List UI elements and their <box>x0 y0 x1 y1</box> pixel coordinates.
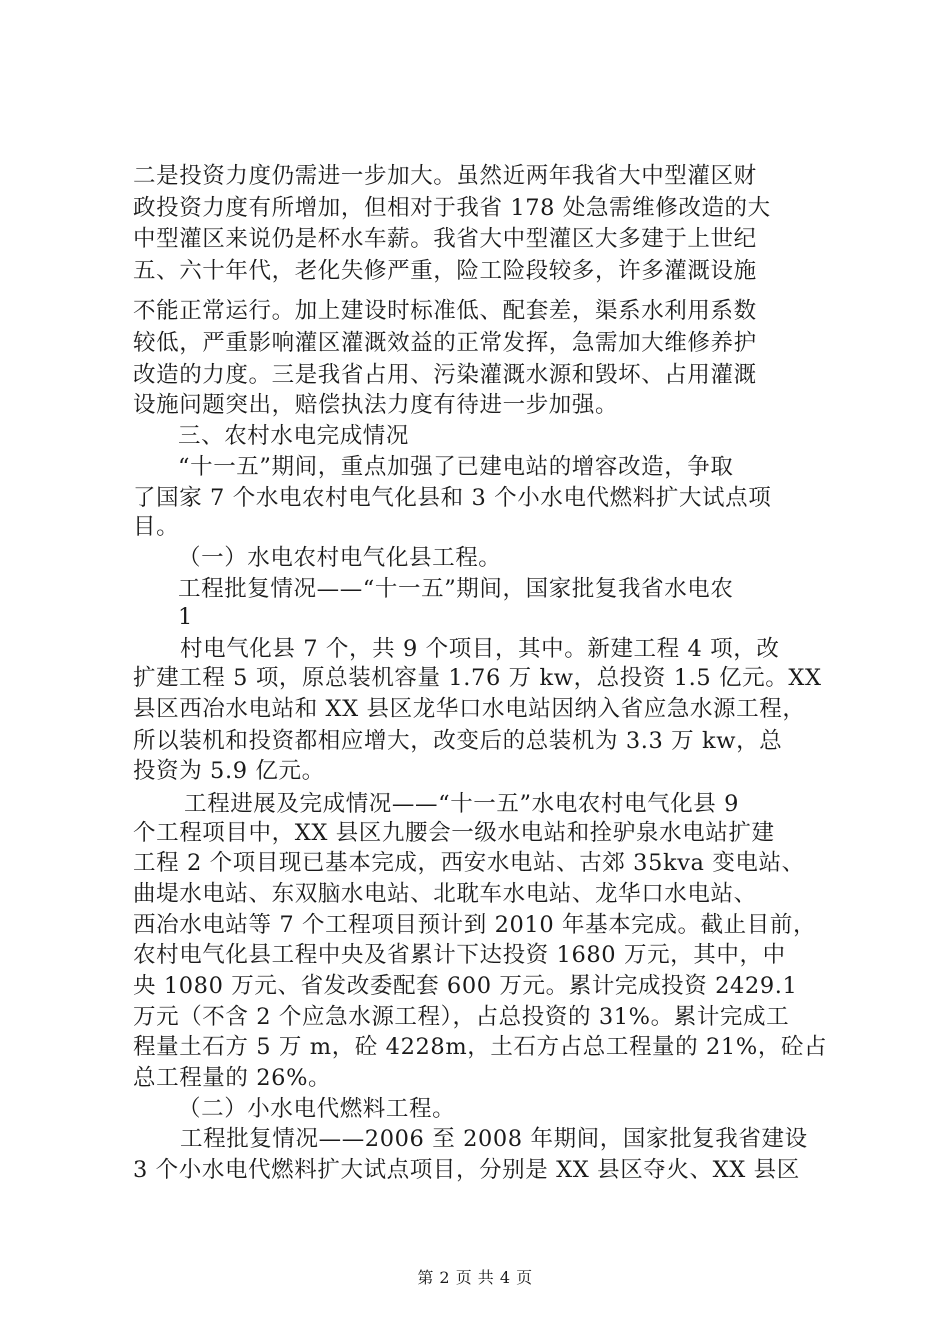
text-line: 曲堤水电站、东双脑水电站、北耽车水电站、龙华口水电站、 <box>133 881 757 907</box>
text-line: 扩建工程 5 项，原总装机容量 1.76 万 kw，总投资 1.5 亿元。XX <box>133 665 822 691</box>
text-line: “十一五”期间，重点加强了已建电站的增容改造，争取 <box>178 454 734 480</box>
text-line: 总工程量的 26%。 <box>133 1065 332 1091</box>
text-line: 程量土石方 5 万 m，砼 4228m，土石方占总工程量的 21%，砼占 <box>133 1034 828 1060</box>
text-line: 工程批复情况——2006 至 2008 年期间，国家批复我省建设 <box>180 1126 808 1152</box>
text-line: 农村电气化县工程中央及省累计下达投资 1680 万元，其中，中 <box>133 942 786 968</box>
text-line: 央 1080 万元、省发改委配套 600 万元。累计完成投资 2429.1 <box>133 973 798 999</box>
text-line: 二是投资力度仍需进一步加大。虽然近两年我省大中型灌区财 <box>133 163 757 189</box>
text-line: 所以装机和投资都相应增大，改变后的总装机为 3.3 万 kw，总 <box>133 728 783 754</box>
text-line: 目。 <box>133 514 180 540</box>
text-line: 县区西冶水电站和 XX 县区龙华口水电站因纳入省应急水源工程， <box>133 696 806 722</box>
page-number-footer: 第 2 页 共 4 页 <box>417 1268 533 1287</box>
section-heading: 三、农村水电完成情况 <box>178 423 410 449</box>
text-line: 中型灌区来说仍是杯水车薪。我省大中型灌区大多建于上世纪 <box>133 226 757 252</box>
text-line: 五、六十年代，老化失修严重，险工险段较多，许多灌溉设施 <box>133 258 757 284</box>
text-line: 政投资力度有所增加，但相对于我省 178 处急需维修改造的大 <box>133 195 771 221</box>
text-line: 不能正常运行。加上建设时标准低、配套差，渠系水利用系数 <box>133 298 757 324</box>
text-line: 工程进展及完成情况——“十一五”水电农村电气化县 9 <box>184 791 740 817</box>
subsection-heading: （一）水电农村电气化县工程。 <box>178 545 502 571</box>
text-line: 设施问题突出，赔偿执法力度有待进一步加强。 <box>133 392 619 418</box>
text-line: 万元（不含 2 个应急水源工程），占总投资的 31%。累计完成工 <box>133 1004 790 1030</box>
text-line: 个工程项目中，XX 县区九腰会一级水电站和拴驴泉水电站扩建 <box>133 820 775 846</box>
text-line: 了国家 7 个水电农村电气化县和 3 个小水电代燃料扩大试点项 <box>133 485 772 511</box>
text-line: 西冶水电站等 7 个工程项目预计到 2010 年基本完成。截止目前， <box>133 912 817 938</box>
text-line: 投资为 5.9 亿元。 <box>133 758 325 784</box>
text-line: 工程批复情况——“十一五”期间，国家批复我省水电农 <box>178 576 734 602</box>
text-line: 工程 2 个项目现已基本完成，西安水电站、古郊 35kva 变电站、 <box>133 850 805 876</box>
text-line: 村电气化县 7 个，共 9 个项目，其中。新建工程 4 项，改 <box>180 636 780 662</box>
text-line: 改造的力度。三是我省占用、污染灌溉水源和毁坏、占用灌溉 <box>133 362 757 388</box>
subsection-heading: （二）小水电代燃料工程。 <box>178 1096 456 1122</box>
text-line: 3 个小水电代燃料扩大试点项目，分别是 XX 县区夺火、XX 县区 <box>133 1157 800 1183</box>
text-line: 较低，严重影响灌区灌溉效益的正常发挥，急需加大维修养护 <box>133 330 757 356</box>
page-break-number: 1 <box>178 604 193 630</box>
